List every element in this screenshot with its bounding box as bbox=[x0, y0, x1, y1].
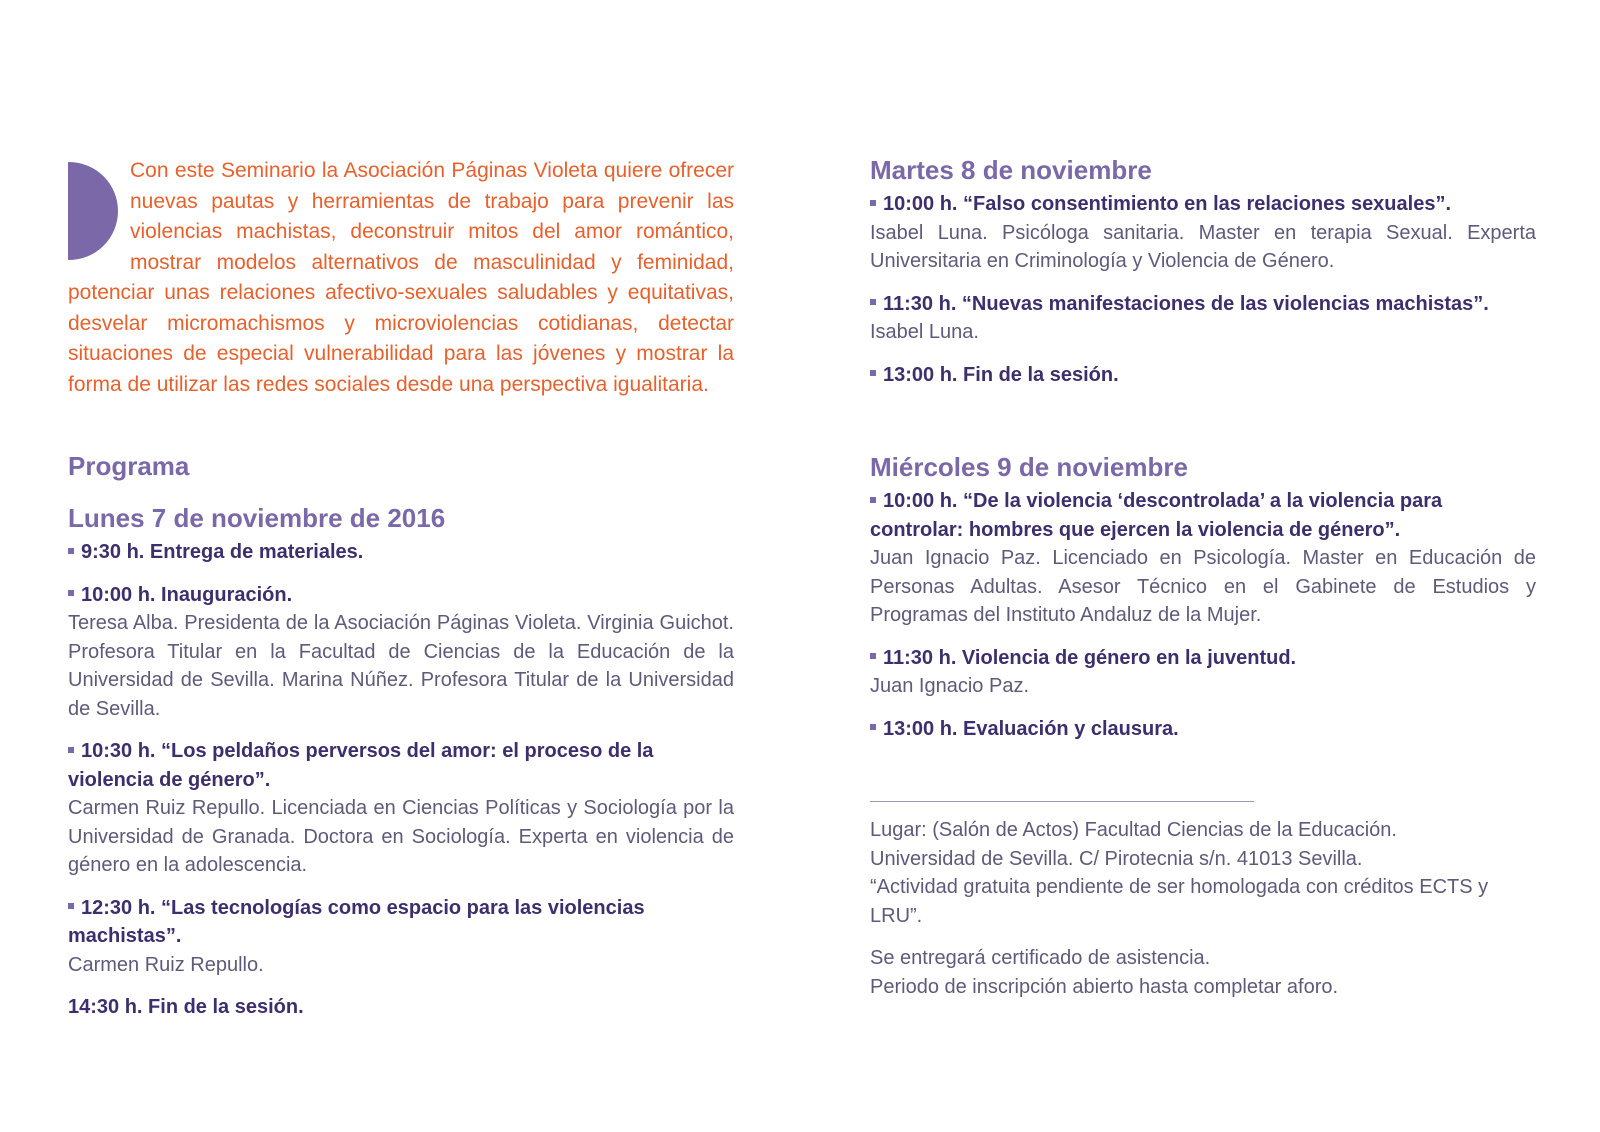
address-line: Universidad de Sevilla. C/ Pirotecnia s/n. 41013 Sevilla. bbox=[870, 847, 1363, 870]
intro-paragraph bbox=[68, 156, 734, 400]
session-description: Isabel Luna. bbox=[870, 321, 979, 343]
day-title-monday: Lunes 7 de noviembre de 2016 bbox=[68, 503, 446, 533]
bullet-icon bbox=[870, 200, 876, 206]
session-item bbox=[870, 290, 1536, 347]
certificate-line: Se entregará certificado de asistencia. bbox=[870, 947, 1211, 969]
session-item bbox=[68, 993, 734, 1022]
session-heading: 10:00 h. “Falso consentimiento en las relaciones sexuales”. bbox=[883, 193, 1452, 215]
session-description: Juan Ignacio Paz. bbox=[870, 675, 1029, 697]
session-item bbox=[870, 644, 1536, 701]
registration-line: Periodo de inscripción abierto hasta completar aforo. bbox=[870, 975, 1339, 998]
session-item bbox=[870, 190, 1536, 276]
left-column bbox=[68, 150, 734, 1022]
session-heading: 13:00 h. Evaluación y clausura. bbox=[883, 717, 1179, 740]
session-heading: 11:30 h. Violencia de género en la juventud. bbox=[883, 646, 1297, 669]
session-heading: 12:30 h. “Las tecnologías como espacio para las violencias machistas”. bbox=[68, 896, 645, 947]
session-item bbox=[68, 737, 734, 880]
divider bbox=[870, 801, 1254, 802]
bullet-icon bbox=[68, 548, 74, 554]
bullet-icon bbox=[68, 903, 74, 909]
session-description: Carmen Ruiz Repullo. bbox=[68, 953, 264, 976]
bullet-icon bbox=[68, 590, 74, 596]
credits-line: “Actividad gratuita pendiente de ser homologada con créditos ECTS y LRU”. bbox=[870, 876, 1489, 927]
day-title-tuesday: Martes 8 de noviembre bbox=[870, 155, 1152, 185]
intro-text: Con este Seminario la Asociación Páginas Violeta quiere ofrecer nuevas pautas y herramientas de trabajo para prevenir las violencias machistas, deconstruir mitos del amor romántico, mostrar modelos alternativos de masculinidad y feminidad, potenciar unas relaciones afectivo-sexuales saludables y equitativas, desvelar micromachismos y microviolencias cotidianas, detectar situaciones de especial vulnerabilidad para las jóvenes y mostrar la forma de utilizar las redes sociales desde una perspectiva igualitaria. bbox=[68, 159, 734, 396]
session-item bbox=[870, 361, 1536, 390]
session-description: Carmen Ruiz Repullo. Licenciada en Ciencias Políticas y Sociología por la Universidad de Granada. Doctora en Sociología. Experta en violencia de género en la adolescencia. bbox=[68, 797, 734, 876]
right-column bbox=[870, 150, 1536, 1001]
session-item bbox=[68, 538, 734, 567]
registration-info bbox=[870, 944, 1536, 1001]
session-item bbox=[870, 715, 1536, 744]
session-heading: 9:30 h. Entrega de materiales. bbox=[81, 541, 364, 563]
session-description: Juan Ignacio Paz. Licenciado en Psicología. Master en Educación de Personas Adultas. Asesor Técnico en el Gabinete de Estudios y Programas del Instituto Andaluz de la Mujer. bbox=[870, 547, 1536, 626]
day-title-wednesday: Miércoles 9 de noviembre bbox=[870, 452, 1188, 482]
bullet-icon bbox=[870, 370, 876, 376]
session-description: Teresa Alba. Presidenta de la Asociación Páginas Violeta. Virginia Guichot. Profesora Titular en la Facultad de Ciencias de la Educación de la Universidad de Sevilla. Marina Núñez. Profesora Titular de la Universidad de Sevilla. bbox=[68, 612, 734, 720]
bullet-icon bbox=[870, 653, 876, 659]
session-heading: 10:30 h. “Los peldaños perversos del amor: el proceso de la violencia de género”. bbox=[68, 740, 654, 791]
session-heading: 13:00 h. Fin de la sesión. bbox=[883, 363, 1119, 386]
program-title: Programa bbox=[68, 451, 190, 481]
session-heading: 14:30 h. Fin de la sesión. bbox=[68, 996, 304, 1018]
bullet-icon bbox=[870, 299, 876, 305]
session-item bbox=[68, 581, 734, 724]
session-item bbox=[870, 487, 1536, 630]
session-heading: 11:30 h. “Nuevas manifestaciones de las violencias machistas”. bbox=[883, 292, 1489, 315]
venue-line: Lugar: (Salón de Actos) Facultad Ciencias de la Educación. bbox=[870, 819, 1397, 841]
session-item bbox=[68, 894, 734, 980]
venue-info bbox=[870, 816, 1536, 930]
drop-cap-shape bbox=[68, 162, 118, 260]
bullet-icon bbox=[870, 497, 876, 503]
session-description: Isabel Luna. Psicóloga sanitaria. Master en terapia Sexual. Experta Universitaria en Criminología y Violencia de Género. bbox=[870, 221, 1536, 272]
bullet-icon bbox=[68, 747, 74, 753]
bullet-icon bbox=[870, 724, 876, 730]
session-heading: 10:00 h. Inauguración. bbox=[81, 583, 293, 606]
session-heading: 10:00 h. “De la violencia ‘descontrolada’ a la violencia para controlar: hombres que ejercen la violencia de género”. bbox=[870, 490, 1443, 541]
